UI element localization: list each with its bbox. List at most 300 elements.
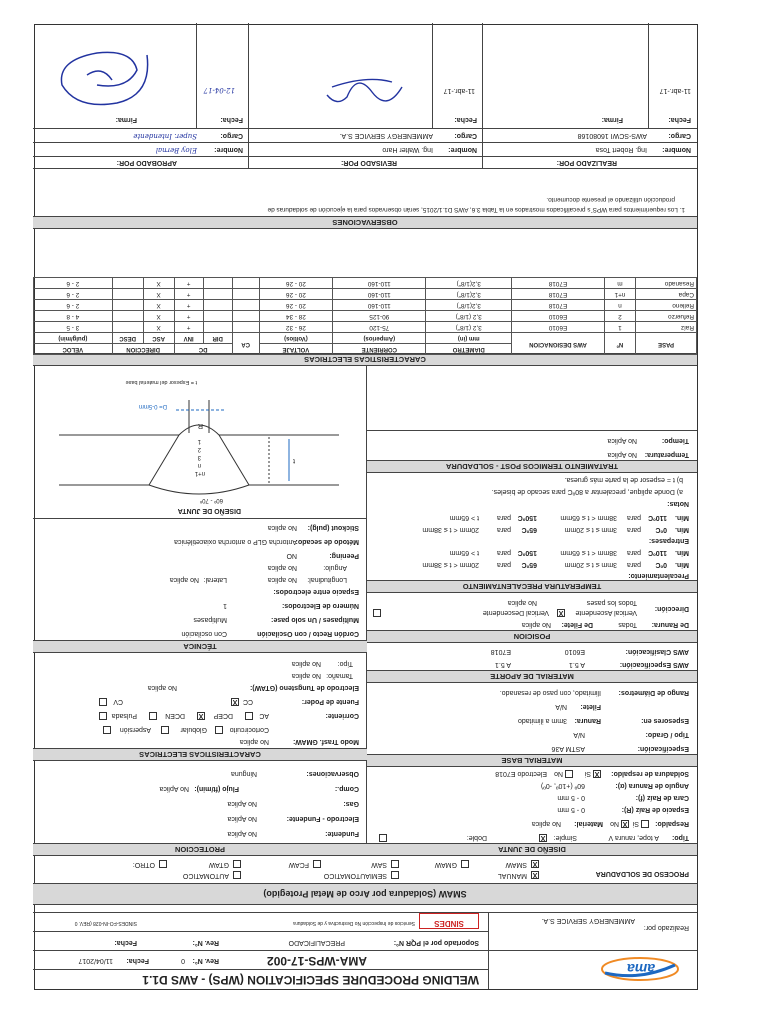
pos-no-aplica: No aplica bbox=[507, 599, 537, 606]
col-aws: AWS DESIGNACION bbox=[512, 333, 605, 355]
precal-min-1: Min. bbox=[675, 561, 689, 568]
electrical-table bbox=[33, 277, 697, 355]
material-base-title: MATERIAL BASE bbox=[501, 756, 563, 765]
manual-checkbox[interactable] bbox=[531, 871, 539, 879]
electrodo-e7018: Electrodo E7018 bbox=[495, 770, 547, 777]
junta-tipo-value: A tope, ranura V bbox=[608, 834, 659, 841]
observaciones-value: Ninguna bbox=[230, 770, 257, 777]
entre-para-1: para bbox=[626, 526, 641, 533]
process-title: SMAW (Soldadura por Arco de Metal Protegido) bbox=[263, 889, 467, 899]
fcaw-label: FCAW bbox=[288, 861, 309, 868]
realizado-firma-label: Firma: bbox=[601, 116, 623, 123]
entre-para2-1: para bbox=[496, 526, 511, 533]
entre-para-2: para bbox=[626, 514, 641, 521]
tamano-value: No aplica bbox=[291, 672, 321, 679]
tt-tiempo-value: No Aplica bbox=[607, 437, 637, 444]
tratamiento-band bbox=[367, 460, 697, 473]
ma-espec-value: A 5.1 bbox=[569, 661, 585, 668]
respaldo-no: No bbox=[610, 820, 619, 827]
cell-vel: 3 - 5 bbox=[34, 322, 113, 333]
col-inv: INV bbox=[174, 333, 203, 344]
mb-tipo-value: N/A bbox=[573, 731, 585, 738]
cell-vel: 2 - 6 bbox=[34, 300, 113, 311]
fuente-label: Fuente de Poder: bbox=[301, 698, 359, 705]
junta-doble-checkbox[interactable] bbox=[379, 834, 387, 842]
num-electrodos-value: 1 bbox=[223, 602, 227, 609]
ma-espec-label: AWS Especificación: bbox=[619, 661, 689, 668]
mb-filete-label: Filete: bbox=[580, 703, 601, 710]
cell-ca bbox=[232, 278, 259, 289]
revisado-title: REVISADO POR: bbox=[340, 159, 397, 166]
vert-desc-checkbox[interactable] bbox=[373, 609, 381, 617]
date-label: Fecha: bbox=[126, 957, 149, 964]
realizado-nombre-label: Nombre: bbox=[662, 146, 691, 153]
made-by-label: Realizado por: bbox=[643, 924, 689, 931]
ma-clas-label: AWS Clasificación: bbox=[625, 648, 689, 655]
auto-checkbox[interactable] bbox=[233, 871, 241, 879]
precal-para2-1: para bbox=[496, 561, 511, 568]
cell-asc: X bbox=[143, 289, 174, 300]
cara-raiz-label: Cara de Raíz (f): bbox=[635, 794, 689, 801]
notas-label: Notas: bbox=[667, 500, 689, 507]
angulo-label: Angulo: bbox=[323, 564, 347, 571]
logo-text: ama bbox=[626, 961, 655, 977]
aprobado-cargo-label: Cargo: bbox=[220, 132, 243, 139]
material-label: Material: bbox=[574, 820, 603, 827]
pos-filete-label: De Filete: bbox=[561, 621, 593, 628]
tamano-label: Tamaño: bbox=[326, 672, 353, 679]
cell-desc bbox=[112, 289, 143, 300]
cell-aws: E7018 bbox=[512, 278, 605, 289]
cell-n: n bbox=[605, 300, 636, 311]
cell-vel: 4 - 8 bbox=[34, 311, 113, 322]
aprobado-firma-label: Firma: bbox=[115, 116, 137, 123]
thickness-label: t bbox=[293, 457, 295, 464]
table-row bbox=[34, 322, 697, 333]
cell-dir bbox=[203, 311, 232, 322]
respaldo-si-checkbox[interactable] bbox=[641, 820, 649, 828]
tecnica-band bbox=[33, 640, 367, 653]
manual-label: MANUAL bbox=[497, 872, 527, 879]
cell-volt: 26 - 32 bbox=[259, 322, 332, 333]
electrodo-fundente-value: No Aplica bbox=[227, 815, 257, 822]
gmaw-checkbox[interactable] bbox=[461, 860, 469, 868]
aprobado-signature bbox=[47, 35, 157, 115]
cell-corr: 110-160 bbox=[333, 289, 426, 300]
rev-value: 0 bbox=[181, 957, 185, 964]
realizado-cargo: AWS-SCWI 16080168 bbox=[577, 132, 647, 139]
cortocircuito-label: Cortocircuito bbox=[229, 726, 269, 733]
pos-vert-desc: Vertical Descendente bbox=[482, 609, 549, 616]
aprobado-fecha-label: Fecha: bbox=[220, 116, 243, 123]
globular-checkbox[interactable] bbox=[161, 726, 169, 734]
col-volt-unit: (Voltios) bbox=[259, 333, 332, 344]
mb-tipo-label: Tipo / Grado: bbox=[645, 731, 689, 738]
dcen-label: DCEN bbox=[165, 712, 185, 719]
mb-rango-label: Rango de Diámetros: bbox=[618, 689, 689, 696]
cara-raiz-value: 0 - 5 mm bbox=[557, 794, 585, 801]
cell-asc: X bbox=[143, 278, 174, 289]
aprobado-fecha: 12-04-17 bbox=[203, 86, 235, 94]
precal-range-1: 3mm ≤ t ≤ 20mm bbox=[564, 561, 617, 568]
diagram-angle: 60º - 70º bbox=[199, 497, 223, 503]
cell-ca bbox=[232, 300, 259, 311]
cell-inv: + bbox=[174, 278, 203, 289]
smaw-checkbox[interactable] bbox=[531, 860, 539, 868]
tratamiento-title: TRATAMIENTO TERMICOS POST - SOLDADURA bbox=[445, 462, 619, 471]
cell-pase: Raíz bbox=[636, 322, 697, 333]
gtaw-checkbox[interactable] bbox=[233, 860, 241, 868]
entre-temp-2: 110ºC bbox=[648, 514, 667, 521]
cell-ca bbox=[232, 289, 259, 300]
precal-para2-2: para bbox=[496, 549, 511, 556]
fundente-label: Fundente: bbox=[325, 830, 359, 837]
table-row bbox=[34, 289, 697, 300]
peening-label: Peening: bbox=[329, 552, 359, 559]
cell-volt: 20 - 26 bbox=[259, 289, 332, 300]
cv-label: CV bbox=[113, 698, 123, 705]
lateral-label: Lateral: bbox=[203, 576, 227, 583]
cell-ca bbox=[232, 311, 259, 322]
col-corr: CORRIENTE bbox=[333, 344, 426, 355]
cordon-value: Con oscilación bbox=[181, 630, 227, 637]
tipo-tung-value: No aplica bbox=[291, 660, 321, 667]
realizado-fecha-label: Fecha: bbox=[668, 116, 691, 123]
aspersion-label: Aspersión bbox=[119, 726, 151, 733]
table-row bbox=[34, 278, 697, 289]
cell-volt: 28 - 34 bbox=[259, 311, 332, 322]
stickout-label: Stickout (pulg): bbox=[307, 524, 359, 531]
material-base-band bbox=[367, 754, 697, 767]
fundente-value: No Aplica bbox=[227, 830, 257, 837]
vert-asc-checkbox[interactable] bbox=[557, 609, 565, 617]
fcaw-checkbox[interactable] bbox=[313, 860, 321, 868]
col-dc: DC bbox=[174, 344, 232, 355]
cell-asc: X bbox=[143, 311, 174, 322]
sindes-description: Servicios de Inspección No Destructiva y de Soldadura bbox=[293, 920, 415, 926]
entrepases-label: Entrepases: bbox=[648, 537, 689, 544]
pass-label-n: n bbox=[197, 462, 201, 468]
angulo-value: No aplica bbox=[267, 564, 297, 571]
diagram-note: t = Espesor del material base bbox=[125, 379, 197, 385]
longitudinal-label: Longitudinal: bbox=[307, 576, 347, 583]
cell-dir bbox=[203, 300, 232, 311]
corriente-label: Corriente: bbox=[325, 712, 359, 719]
col-corr-unit: (Amperios) bbox=[333, 333, 426, 344]
globular-label: Globular bbox=[180, 726, 207, 733]
junta-band bbox=[367, 843, 697, 856]
pos-todos-pases: Todos los pases bbox=[586, 599, 637, 606]
entre-temp2-2: 150ºC bbox=[517, 514, 537, 521]
soldadura-no-checkbox[interactable] bbox=[565, 770, 573, 778]
tt-temp-value: No Aplica bbox=[607, 451, 637, 458]
saw-label: SAW bbox=[371, 861, 387, 868]
observaciones-label: Observaciones: bbox=[306, 770, 359, 777]
document-code: AMA-WPS-17-002 bbox=[266, 954, 367, 968]
pulsada-label: Pulsada bbox=[111, 712, 137, 719]
cell-corr: 110-160 bbox=[333, 300, 426, 311]
respaldo-label: Respaldo: bbox=[655, 820, 689, 827]
longitudinal-value: No aplica bbox=[267, 576, 297, 583]
ma-clas-value-2: E7018 bbox=[490, 648, 511, 655]
cc-checkbox[interactable] bbox=[231, 698, 239, 706]
electrodo-fundente-label: Electrodo - Fundente: bbox=[286, 815, 359, 822]
document-title: WELDING PROCEDURE SPECIFICATION (WPS) - AWS D1.1 bbox=[142, 973, 479, 987]
cell-inv: + bbox=[174, 322, 203, 333]
gtaw-label: GTAW bbox=[208, 861, 229, 868]
cell-pase: Capa bbox=[636, 289, 697, 300]
col-desc: DESC bbox=[112, 333, 143, 344]
mb-espec-value: ASTM A36 bbox=[551, 745, 585, 752]
cell-aws: E7018 bbox=[512, 300, 605, 311]
table-row bbox=[34, 311, 697, 322]
semiauto-label: SEMIAUTOMATICO bbox=[323, 872, 387, 879]
respaldo-no-checkbox[interactable] bbox=[621, 820, 629, 828]
mb-filete-value: N/A bbox=[555, 703, 567, 710]
entre-temp-1: 0ºC bbox=[655, 526, 667, 533]
ac-checkbox[interactable] bbox=[245, 712, 253, 720]
precalentamiento-band bbox=[367, 580, 697, 593]
junta-simple-checkbox[interactable] bbox=[539, 834, 547, 842]
modo-label: Modo Trasf. GMAW: bbox=[293, 738, 359, 745]
entre-temp2-1: 65ºC bbox=[521, 526, 537, 533]
cell-desc bbox=[112, 322, 143, 333]
ac-label: AC bbox=[259, 712, 269, 719]
entre-range2-2: t > 65mm bbox=[449, 514, 479, 521]
col-n: Nº bbox=[605, 333, 636, 355]
material-value: No aplica bbox=[531, 820, 561, 827]
cell-inv: + bbox=[174, 311, 203, 322]
saw-checkbox[interactable] bbox=[391, 860, 399, 868]
soldadura-respaldo-label: Soldadura de respaldo: bbox=[611, 770, 689, 777]
gmaw-label: GMAW bbox=[434, 861, 457, 868]
diseno-junta-title: DISEÑO DE JUNTA bbox=[177, 507, 241, 514]
pos-vert-asc: Vertical Ascendente bbox=[575, 609, 637, 616]
col-diam: DIAMETRO bbox=[426, 344, 512, 355]
peening-value: NO bbox=[286, 552, 297, 559]
root-label: R bbox=[197, 422, 203, 429]
entre-min-2: Min. bbox=[675, 514, 689, 521]
cell-desc bbox=[112, 300, 143, 311]
stickout-value: No aplica bbox=[267, 524, 297, 531]
precal-temp2-1: 65ºC bbox=[521, 561, 537, 568]
multipases-label: Multipases / Un solo pase: bbox=[271, 616, 359, 623]
espacio-raiz-value: 0 - 5 mm bbox=[557, 806, 585, 813]
flujo-label: Flujo (ft/min): bbox=[194, 785, 239, 792]
col-veloc-unit: (pulg/min) bbox=[34, 333, 113, 344]
precal-label: Precalentamiento: bbox=[628, 572, 689, 579]
tt-tiempo-label: Tiempo: bbox=[661, 437, 689, 444]
cell-pase: Relleno bbox=[636, 300, 697, 311]
date-value: 11/04/2017 bbox=[78, 957, 113, 964]
cell-diam: 3,2(1/8") bbox=[426, 300, 512, 311]
dcep-checkbox[interactable] bbox=[197, 712, 205, 720]
dcen-checkbox[interactable] bbox=[149, 712, 157, 720]
revisado-cargo-label: Cargo: bbox=[454, 132, 477, 139]
rev-label-2: Rev. N°: bbox=[192, 939, 219, 946]
auto-label: AUTOMATICO bbox=[182, 872, 229, 879]
metodo-secado-value: Antorcha GLP o antorcha oxiacetilénica bbox=[174, 538, 297, 545]
cell-n: 2 bbox=[605, 311, 636, 322]
metodo-secado-label: Método de secado: bbox=[295, 538, 359, 545]
proteccion-band bbox=[33, 843, 367, 856]
aprobado-nombre-label: Nombre: bbox=[214, 146, 243, 153]
material-aporte-title: MATERIAL DE APORTE bbox=[490, 672, 574, 681]
realizado-cargo-label: Cargo: bbox=[668, 132, 691, 139]
col-volt: VOLTAJE bbox=[259, 344, 332, 355]
cell-desc bbox=[112, 311, 143, 322]
cell-asc: X bbox=[143, 322, 174, 333]
cv-checkbox[interactable] bbox=[99, 698, 107, 706]
aprobado-title: APROBADO POR: bbox=[116, 159, 177, 166]
posicion-band bbox=[367, 630, 697, 643]
electrodo-tungsteno-label: Electrodo de Tungsteno (GTAW): bbox=[249, 684, 359, 691]
cell-volt: 20 - 26 bbox=[259, 300, 332, 311]
realizado-fecha: 11-abr.-17 bbox=[659, 87, 691, 94]
comp-label: Comp.: bbox=[334, 785, 359, 792]
tipo-tung-label: Tipo: bbox=[337, 660, 353, 667]
soldadura-si-checkbox[interactable] bbox=[593, 770, 601, 778]
dcep-label: DCEP bbox=[213, 712, 233, 719]
respaldo-si: Si bbox=[632, 820, 639, 827]
tt-temp-label: Temperatura: bbox=[644, 451, 689, 458]
col-direccion: DIRECCION bbox=[112, 344, 174, 355]
sindes-logo bbox=[419, 913, 479, 929]
soldadura-no: No bbox=[554, 770, 563, 777]
junta-title: DISEÑO DE JUNTA bbox=[498, 845, 566, 854]
col-diam-unit: mm (in) bbox=[426, 333, 512, 344]
revisado-cargo: AMMENERGY SERVICE S.A. bbox=[339, 132, 433, 139]
angulo-ranura-label: Angulo de Ranura (α): bbox=[615, 782, 689, 789]
precal-range2-2: t > 65mm bbox=[449, 549, 479, 556]
pos-direccion-label: Dirección: bbox=[654, 605, 689, 612]
cell-pase: Refuerzo bbox=[636, 311, 697, 322]
mb-espesores-label: Espesores en: bbox=[641, 717, 689, 724]
revisado-fecha-label: Fecha: bbox=[454, 116, 477, 123]
entre-min-1: Min. bbox=[675, 526, 689, 533]
espacio-electrodos-label: Espacio entre electrodos: bbox=[273, 588, 359, 595]
aspersion-checkbox[interactable] bbox=[103, 726, 111, 734]
cell-inv: + bbox=[174, 300, 203, 311]
gas-value: No Aplica bbox=[227, 800, 257, 807]
col-asc: ASC bbox=[143, 333, 174, 344]
revisado-nombre: Ing. Walter Haro bbox=[382, 146, 433, 153]
espacio-raiz-label: Espacio de Raíz (R): bbox=[621, 806, 689, 813]
revisado-signature bbox=[317, 71, 407, 117]
aprobado-cargo: Super. Intendente bbox=[133, 132, 197, 140]
mb-ranura-value: 3mm a ilimitado bbox=[517, 717, 567, 724]
junta-tipo-label: Tipo: bbox=[672, 834, 689, 841]
cell-diam: 3,2(1/8") bbox=[426, 278, 512, 289]
entre-range-2: 38mm < t ≤ 65mm bbox=[560, 514, 617, 521]
company-logo bbox=[505, 955, 685, 983]
cell-ca bbox=[232, 322, 259, 333]
cortocircuito-checkbox[interactable] bbox=[215, 726, 223, 734]
sindes-brand: SINDES bbox=[434, 919, 464, 928]
entre-para2-2: para bbox=[496, 514, 511, 521]
col-dir: DIR bbox=[203, 333, 232, 344]
precal-temp-2: 110ºC bbox=[648, 549, 667, 556]
cell-vel: 2 - 6 bbox=[34, 278, 113, 289]
pqr-value: PRECALIFICADO bbox=[288, 939, 345, 946]
observaciones-text-2: producción utilizando el presente documento. bbox=[546, 196, 675, 203]
mb-rango-value: Ilimitado, con paso de resanado. bbox=[499, 689, 601, 696]
pqr-label: Soportado por el PQR N°: bbox=[393, 939, 479, 946]
pass-label-n1: n+1 bbox=[194, 470, 205, 476]
rev-label: Rev. N°: bbox=[192, 957, 219, 964]
pass-label-1: 1 bbox=[197, 438, 201, 444]
observaciones-text-1: 1. Los requerimientos para WPS´s precalificados mostrados en la Tabla 3.6, AWS D1.1/2015, serán observados para la ejecución de soldaduras de bbox=[267, 206, 685, 213]
nota-b: b) t = espesor de la parte más gruesa. bbox=[564, 476, 683, 483]
num-electrodos-label: Número de Electrodos: bbox=[281, 602, 359, 609]
junta-simple-label: Simple: bbox=[553, 834, 577, 841]
entre-range-1: 3mm ≤ t ≤ 20mm bbox=[564, 526, 617, 533]
otro-checkbox[interactable] bbox=[159, 860, 167, 868]
precalentamiento-title: TEMPERATURA PRECALENTAMIENTO bbox=[462, 582, 602, 591]
pass-label-2: 2 bbox=[197, 446, 201, 452]
semiauto-checkbox[interactable] bbox=[391, 871, 399, 879]
precal-temp-1: 0ºC bbox=[655, 561, 667, 568]
observaciones-band bbox=[33, 216, 697, 229]
ma-clas-value: E6010 bbox=[564, 648, 585, 655]
ma-espec-value-2: A 5.1 bbox=[495, 661, 511, 668]
revisado-nombre-label: Nombre: bbox=[448, 146, 477, 153]
car-elec-title: CARACTERISTICAS ELECTRICAS bbox=[139, 750, 261, 759]
cell-diam: 3,2 (1/8") bbox=[426, 311, 512, 322]
gas-label: Gas: bbox=[343, 800, 359, 807]
precal-temp2-2: 150ºC bbox=[517, 549, 537, 556]
process-title-band bbox=[33, 883, 697, 905]
cell-aws: E6010 bbox=[512, 322, 605, 333]
nota-a: a) Donde aplique, precalentar a 80ºC para secado de biseles. bbox=[491, 488, 683, 495]
lateral-value: No aplica bbox=[169, 576, 199, 583]
cell-desc bbox=[112, 278, 143, 289]
realizado-nombre: Ing. Robert Tosa bbox=[595, 146, 647, 153]
pos-ranura-label: De Ranura: bbox=[651, 621, 689, 628]
car-elec-band bbox=[33, 748, 367, 761]
precal-range-2: 38mm < t ≤ 65mm bbox=[560, 549, 617, 556]
cc-label: CC bbox=[242, 698, 253, 705]
date-label-2: Fecha: bbox=[114, 939, 137, 946]
precal-para-2: para bbox=[626, 549, 641, 556]
electricas-title: CARACTERISTICAS ELECTRICAS bbox=[304, 355, 426, 364]
pulsada-checkbox[interactable] bbox=[99, 712, 107, 720]
cell-dir bbox=[203, 278, 232, 289]
precal-para-1: para bbox=[626, 561, 641, 568]
proceso-label: PROCESO DE SOLDADURA bbox=[595, 870, 689, 877]
material-aporte-band bbox=[367, 670, 697, 683]
proteccion-title: PROTECCION bbox=[175, 845, 226, 854]
multipases-value: Multipases bbox=[193, 616, 227, 623]
made-by-value: AMMENERGY SERVICE S.A. bbox=[541, 917, 635, 924]
cell-aws: E7018 bbox=[512, 289, 605, 300]
angulo-ranura-value: 60º (+10º, -0º) bbox=[540, 782, 585, 789]
cordon-label: Cordón Recto / con Oscilación bbox=[257, 630, 359, 637]
observaciones-title: OBSERVACIONES bbox=[332, 218, 398, 227]
col-veloc: VELOC bbox=[34, 344, 113, 355]
revisado-fecha: 11-abr.-17 bbox=[443, 87, 475, 94]
cell-corr: 90-125 bbox=[333, 311, 426, 322]
precal-range2-1: 20mm < t ≤ 38mm bbox=[422, 561, 479, 568]
cell-asc: X bbox=[143, 300, 174, 311]
entre-range2-1: 20mm < t ≤ 38mm bbox=[422, 526, 479, 533]
cell-n: n+1 bbox=[605, 289, 636, 300]
tecnica-title: TÉCNICA bbox=[183, 642, 217, 651]
electrodo-tungsteno-value: No aplica bbox=[147, 684, 177, 691]
modo-value: No aplica bbox=[239, 738, 269, 745]
realizado-title: REALIZADO POR: bbox=[556, 159, 617, 166]
cell-diam: 3,2(1/8") bbox=[426, 289, 512, 300]
